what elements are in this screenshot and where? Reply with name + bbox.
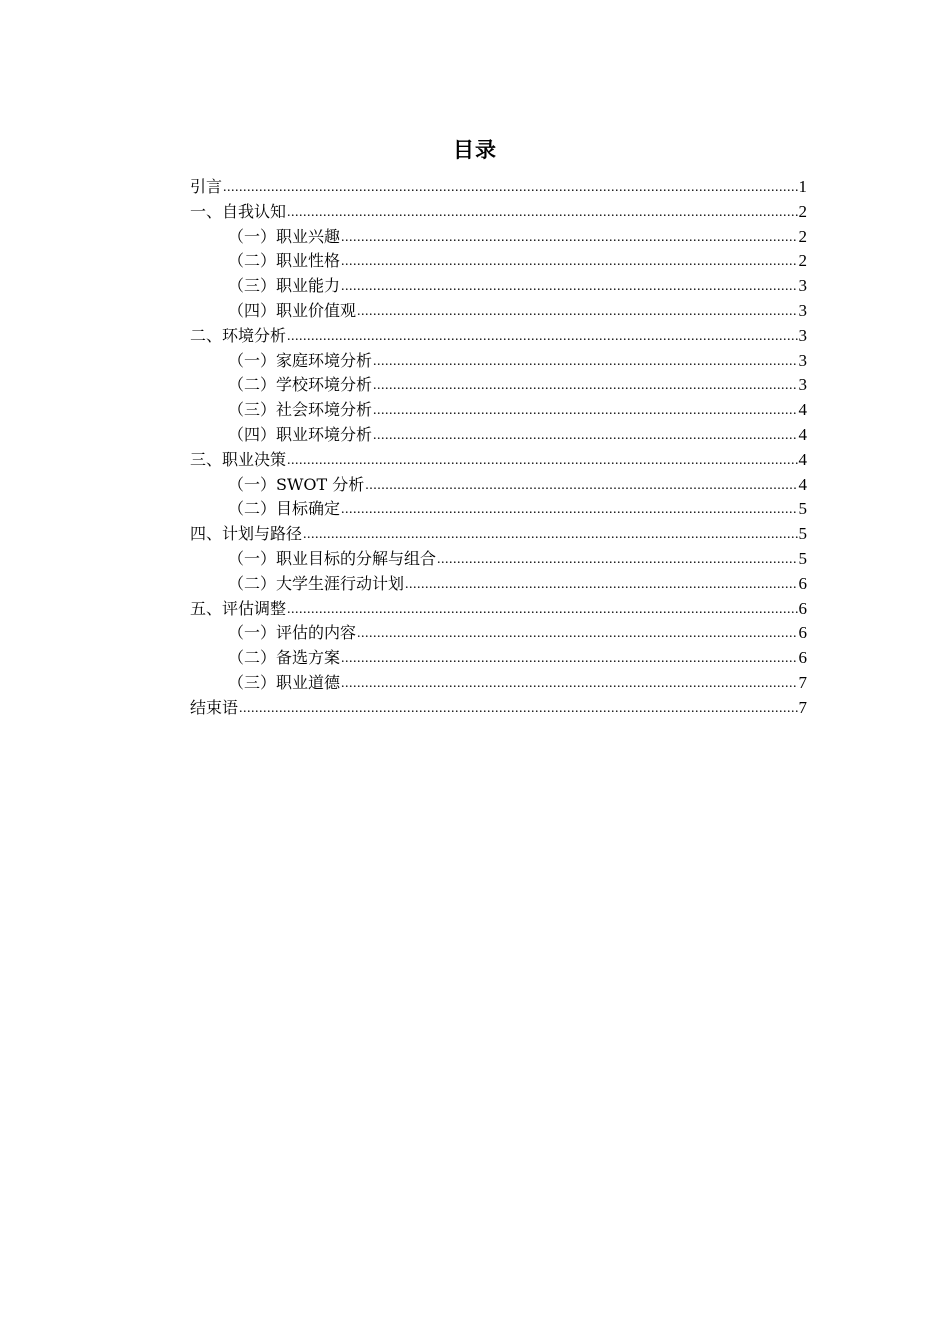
toc-entry[interactable] [190, 671, 807, 696]
toc-leader-dots [405, 573, 797, 597]
toc-entry-label: （二）职业性格 [228, 251, 341, 271]
toc-entry-page-number: 1 [798, 177, 807, 196]
toc-entry-page-number: 7 [798, 672, 807, 692]
toc-entry-page-number: 7 [798, 697, 807, 717]
toc-title: 目录 [453, 138, 497, 162]
toc-entry-page-number: 5 [798, 524, 807, 544]
toc-entry-label: 引言 [190, 177, 223, 196]
toc-entry-label: （一）SWOT 分析 [228, 474, 365, 494]
toc-entry[interactable] [190, 373, 807, 398]
toc-entry-page-number: 3 [798, 375, 807, 395]
toc-entry-label: （一）家庭环境分析 [228, 350, 373, 370]
toc-entry-page-number: 3 [798, 276, 807, 296]
toc-leader-dots [341, 250, 797, 274]
toc-entry-label: （二）大学生涯行动计划 [228, 573, 405, 593]
toc-leader-dots [341, 226, 797, 250]
toc-entry-label: 一、自我认知 [190, 201, 287, 221]
toc-leader-dots [303, 523, 797, 547]
toc-entry-page-number: 4 [798, 449, 807, 469]
toc-entry[interactable] [190, 349, 807, 374]
toc-entry[interactable] [190, 423, 807, 448]
toc-leader-dots [341, 275, 797, 299]
toc-entry[interactable] [190, 175, 807, 200]
toc-entry[interactable] [190, 299, 807, 324]
toc-entry-label: （四）职业环境分析 [228, 424, 373, 444]
toc-entry-page-number: 4 [798, 424, 807, 444]
toc-leader-dots [357, 300, 797, 324]
toc-entry[interactable] [190, 621, 807, 646]
toc-entry[interactable] [190, 249, 807, 274]
toc-entry-label: （三）社会环境分析 [228, 400, 373, 420]
toc-entry[interactable] [190, 225, 807, 250]
toc-entry-label: （一）职业兴趣 [228, 226, 341, 246]
toc-entry-label: （一）职业目标的分解与组合 [228, 548, 437, 568]
toc-entry-page-number: 4 [798, 474, 807, 494]
toc-leader-dots [223, 176, 797, 200]
toc-entry-label: 三、职业决策 [190, 449, 287, 469]
toc-entry[interactable] [190, 324, 807, 349]
toc-entry[interactable] [190, 522, 807, 547]
toc-entry[interactable] [190, 572, 807, 597]
toc-leader-dots [365, 474, 797, 498]
toc-entry-label: （三）职业道德 [228, 672, 341, 692]
toc-entry-page-number: 3 [798, 325, 807, 345]
toc-leader-dots [341, 647, 797, 671]
toc-entry[interactable] [190, 547, 807, 572]
toc-entry[interactable] [190, 473, 807, 498]
toc-leader-dots [287, 325, 797, 349]
toc-entry-label: （二）学校环境分析 [228, 375, 373, 395]
toc-entry[interactable] [190, 200, 807, 225]
toc-entry-page-number: 5 [798, 548, 807, 568]
toc-entry[interactable] [190, 696, 807, 721]
toc-entry-label: （二）目标确定 [228, 499, 341, 519]
toc-leader-dots [373, 399, 797, 423]
toc-entry-page-number: 2 [798, 201, 807, 221]
table-of-contents [190, 175, 807, 721]
toc-entry[interactable] [190, 597, 807, 622]
toc-leader-dots [373, 374, 797, 398]
toc-entry-page-number: 4 [798, 400, 807, 420]
toc-leader-dots [287, 201, 797, 225]
toc-entry-label: （二）备选方案 [228, 648, 341, 668]
toc-leader-dots [239, 697, 797, 721]
toc-entry-page-number: 3 [798, 300, 807, 320]
toc-entry-page-number: 6 [798, 623, 807, 643]
toc-entry[interactable] [190, 497, 807, 522]
toc-entry[interactable] [190, 448, 807, 473]
toc-entry-label: 四、计划与路径 [190, 524, 303, 544]
toc-entry-label: 二、环境分析 [190, 325, 287, 345]
toc-leader-dots [341, 672, 797, 696]
toc-entry-page-number: 3 [798, 350, 807, 370]
toc-entry-label: （四）职业价值观 [228, 300, 357, 320]
toc-entry[interactable] [190, 646, 807, 671]
toc-entry-page-number: 6 [798, 648, 807, 668]
toc-leader-dots [357, 622, 797, 646]
toc-leader-dots [287, 598, 797, 622]
toc-leader-dots [373, 424, 797, 448]
toc-entry-label: （三）职业能力 [228, 276, 341, 296]
toc-entry-label: 五、评估调整 [190, 598, 287, 618]
toc-leader-dots [373, 350, 797, 374]
toc-entry-page-number: 6 [798, 598, 807, 618]
toc-entry-page-number: 5 [798, 499, 807, 519]
toc-leader-dots [437, 548, 797, 572]
toc-leader-dots [341, 498, 797, 522]
toc-entry-page-number: 2 [798, 226, 807, 246]
toc-leader-dots [287, 449, 797, 473]
toc-entry-page-number: 2 [798, 251, 807, 271]
toc-entry[interactable] [190, 398, 807, 423]
toc-entry[interactable] [190, 274, 807, 299]
toc-entry-label: （一）评估的内容 [228, 623, 357, 643]
toc-entry-page-number: 6 [798, 573, 807, 593]
toc-entry-label: 结束语 [190, 697, 239, 717]
